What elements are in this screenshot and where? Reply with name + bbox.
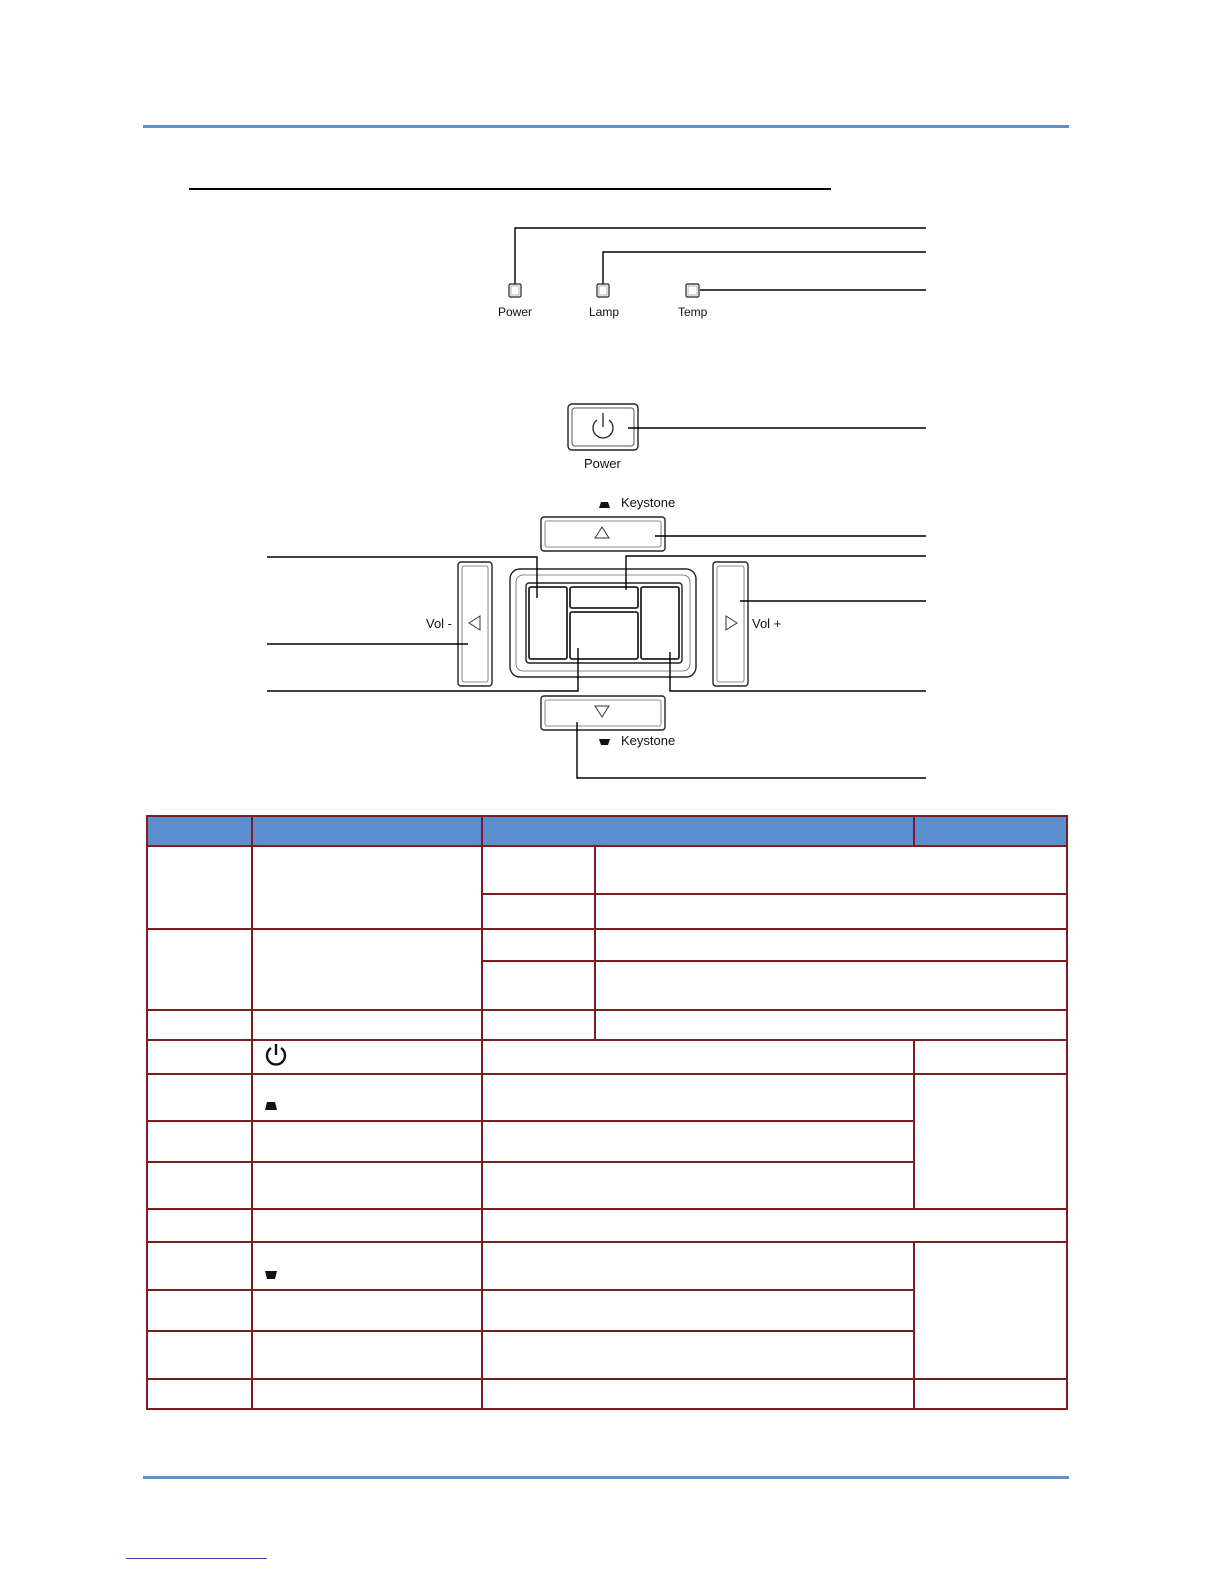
header-cell [482,816,914,846]
function-table [146,815,1068,1410]
keystone-top-label: Keystone [621,495,676,510]
enter-center-button[interactable] [570,612,638,659]
table-cell [147,1010,252,1040]
keystone-down-icon [263,1270,279,1280]
table-cell [482,1242,914,1289]
lamp-led [597,284,609,297]
table-cell [252,1290,482,1331]
table-cell [482,1074,914,1121]
vol-minus-button[interactable] [458,562,492,686]
table-row [147,1010,1067,1040]
power-icon [263,1042,289,1068]
table-cell [147,1040,252,1074]
table-cell [914,1242,1067,1378]
vol-plus-button[interactable] [713,562,748,686]
temp-led-label: Temp [678,305,708,319]
table-cell [482,1162,914,1209]
lamp-led-label: Lamp [589,305,620,319]
table-header-row [147,816,1067,846]
table-cell [914,1379,1067,1409]
table-cell [147,929,252,1009]
menu-top-button[interactable] [570,587,638,608]
table-row [147,1209,1067,1242]
table-cell [482,1290,914,1331]
table-cell [595,846,1067,894]
table-cell [482,929,595,961]
table-cell [252,1162,482,1209]
table-cell [914,1040,1067,1074]
footer-link-underline [126,1558,267,1559]
menu-left-button[interactable] [529,587,567,659]
table-cell [147,1074,252,1121]
table-cell [482,961,595,1009]
power-led-label: Power [498,305,533,319]
table-cell [482,1040,914,1074]
table-row [147,1040,1067,1074]
menu-right-button[interactable] [641,587,679,659]
power-button-label: Power [584,456,621,471]
table-cell [914,1074,1067,1209]
table-cell [147,1242,252,1289]
table-row [147,846,1067,894]
table-cell [147,1379,252,1409]
vol-plus-label: Vol + [752,616,782,631]
table-row [147,929,1067,961]
power-button[interactable] [568,404,638,450]
table-cell [252,1010,482,1040]
table-row [147,1379,1067,1409]
table-cell [482,1331,914,1379]
power-led [509,284,521,297]
header-cell [252,816,482,846]
table-cell [147,1121,252,1162]
table-row [147,1242,1067,1289]
table-cell [595,894,1067,929]
table-cell [482,894,595,929]
footer-rule [143,1476,1069,1479]
table-cell [482,1379,914,1409]
table-cell [147,846,252,929]
table-cell [252,1040,482,1074]
table-cell [595,929,1067,961]
table-cell [252,1209,482,1242]
down-button[interactable] [541,696,665,730]
table-cell [252,1331,482,1379]
table-cell [482,1209,1067,1242]
led-callouts [515,228,926,290]
keystone-bottom-label: Keystone [621,733,676,748]
temp-led [686,284,699,297]
table-cell [147,1162,252,1209]
table-cell [482,1010,595,1040]
table-cell [252,846,482,929]
table-cell [595,961,1067,1009]
keystone-up-icon [599,502,610,508]
table-cell [482,846,595,894]
keystone-up-icon [263,1101,279,1111]
table-cell [252,1074,482,1121]
table-row [147,1074,1067,1121]
header-cell [914,816,1067,846]
table-cell [252,929,482,1009]
keystone-down-icon [599,739,610,745]
table-cell [252,1379,482,1409]
table-cell [595,1010,1067,1040]
table-cell [252,1121,482,1162]
table-cell [482,1121,914,1162]
table-cell [147,1290,252,1331]
table-cell [147,1209,252,1242]
table-cell [147,1331,252,1379]
vol-minus-label: Vol - [426,616,453,631]
header-cell [147,816,252,846]
table-cell [252,1242,482,1289]
up-button[interactable] [541,517,665,551]
